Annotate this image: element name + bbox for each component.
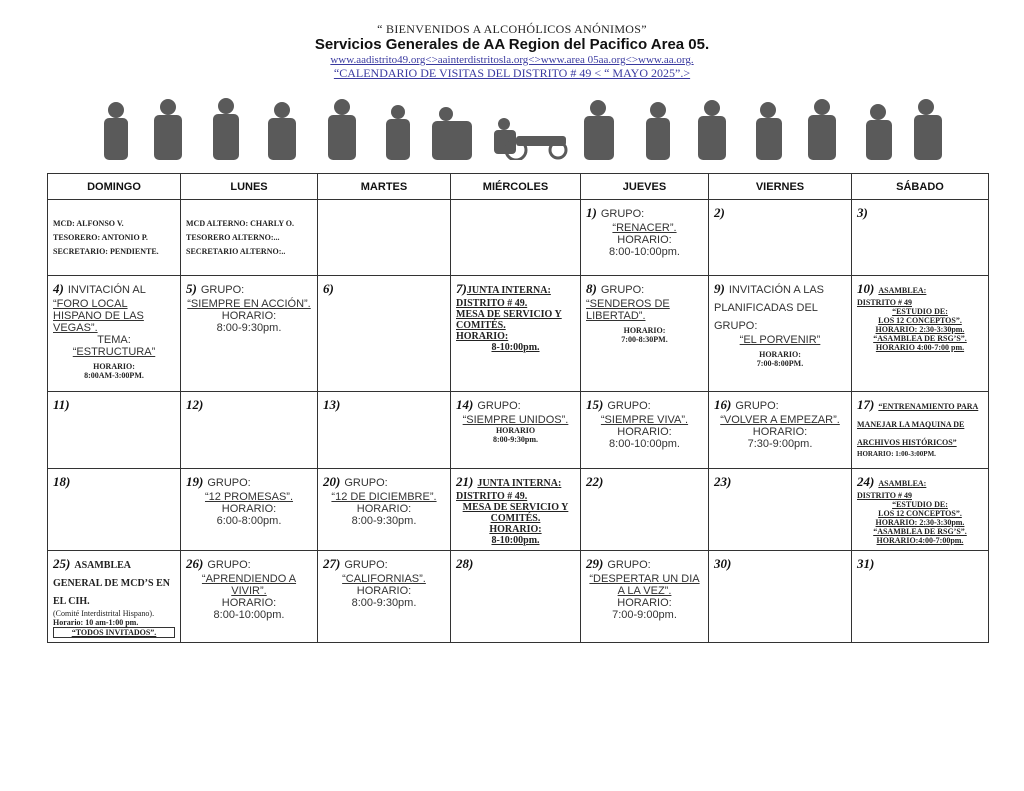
day-cell (181, 276, 318, 392)
officer-line: TESORERO ALTERNO:... (186, 232, 280, 242)
day-cell (451, 469, 581, 551)
day-number: 26) (186, 556, 204, 571)
schedule-time: 7:00-8:00PM. (756, 359, 804, 368)
day-cell (318, 469, 451, 551)
weekday-header: MARTES (318, 174, 451, 200)
event-title: INVITACIÓN A LAS PLANIFICADAS DEL GRUPO: (714, 284, 825, 332)
district-label: DISTRITO # 49 (857, 491, 912, 500)
day-number: 27) (323, 556, 341, 571)
week-row (48, 276, 989, 392)
day-cell (318, 276, 451, 392)
group-name: “SIEMPRE VIVA”. (600, 414, 689, 426)
schedule-label: HORARIO: (752, 426, 808, 438)
day-cell (581, 200, 709, 276)
empty-day-cell (318, 200, 451, 276)
schedule-label: HORARIO: (623, 326, 666, 335)
study-topic: LOS 12 CONCEPTOS”. (878, 316, 962, 325)
event-title: ASAMBLEA GENERAL DE MCD’S EN EL CIH. (53, 560, 170, 607)
group-label: GRUPO: (600, 284, 645, 296)
day-cell (709, 276, 852, 392)
group-label: GRUPO: (735, 400, 779, 412)
day-number: 31) (857, 556, 875, 571)
day-cell (581, 392, 709, 469)
org-title: Servicios Generales de AA Region del Pacifico Area 05. (314, 36, 710, 53)
schedule-label: HORARIO: (221, 310, 277, 322)
day-number: 3) (857, 205, 868, 220)
weekday-header: JUEVES (581, 174, 709, 200)
day-cell (181, 469, 318, 551)
meeting-title: JUNTA INTERNA: (466, 285, 551, 296)
day-number: 29) (586, 556, 604, 571)
group-name: “12 DE DICIEMBRE”. (331, 491, 437, 503)
day-number: 2) (714, 205, 725, 220)
day-number: 10) (857, 281, 875, 296)
schedule-label: HORARIO: (356, 503, 412, 515)
schedule-time: HORARIO: 2:30-3:30pm. (875, 518, 965, 527)
schedule-time: 8:00-10:00pm. (609, 246, 680, 258)
schedule-label: HORARIO: (617, 426, 672, 438)
group-label: GRUPO: (600, 208, 645, 220)
invitation-note: “TODOS INVITADOS”. (53, 627, 175, 638)
day-number: 21) (456, 474, 474, 489)
district-label: DISTRITO # 49. (456, 491, 528, 502)
group-name: “VOLVER A EMPEZAR”. (720, 414, 840, 426)
day-number: 9) (714, 281, 725, 296)
group-label: GRUPO: (200, 284, 245, 296)
schedule-label: HORARIO: (221, 597, 277, 609)
group-label: GRUPO: (344, 477, 388, 489)
study-label: “ESTUDIO DE: (892, 500, 948, 509)
event-title: “ENTRENAMIENTO PARA MANEJAR LA MAQUINA DE ARCHIVOS HISTÓRICOS” (857, 402, 979, 447)
day-cell (581, 551, 709, 643)
schedule-time: 6:00-8:00pm. (216, 515, 282, 527)
officer-line: TESORERO: ANTONIO P. (53, 232, 148, 242)
day-cell (852, 276, 989, 392)
assembly-name: “ASAMBLEA DE RSG’S”. (873, 334, 967, 343)
day-cell (451, 392, 581, 469)
day-cell (48, 551, 181, 643)
alt-officers-cell (181, 200, 318, 276)
group-label: GRUPO: (207, 477, 251, 489)
event-note: (Comité Interdistrital Hispano). (53, 609, 155, 618)
group-name: “SENDEROS DE LIBERTAD”. (586, 298, 670, 322)
district-label: DISTRITO # 49 (857, 298, 912, 307)
day-cell (48, 469, 181, 551)
officer-line: SECRETARIO: PENDIENTE. (53, 246, 159, 256)
meeting-title: JUNTA INTERNA: (477, 478, 562, 489)
study-topic: LOS 12 CONCEPTOS”. (878, 509, 962, 518)
day-number: 25) (53, 556, 71, 571)
schedule-label: HORARIO (495, 426, 536, 435)
schedule-label: HORARIO: (617, 597, 672, 609)
officer-line: SECRETARIO ALTERNO:.. (186, 246, 286, 256)
weekday-header: MIÉRCOLES (451, 174, 581, 200)
group-label: GRUPO: (607, 559, 651, 571)
schedule-time: 8:00AM-3:00PM. (84, 371, 144, 380)
day-number: 4) (53, 281, 64, 296)
day-number: 18) (53, 474, 71, 489)
officers-cell (48, 200, 181, 276)
assembly-title: ASAMBLEA: (878, 286, 927, 295)
day-cell (709, 551, 852, 643)
weekday-header: VIERNES (709, 174, 852, 200)
schedule-time: 7:00-8:30PM. (621, 335, 668, 344)
group-label: GRUPO: (207, 559, 251, 571)
group-name: “RENACER”. (612, 222, 677, 234)
group-label: GRUPO: (607, 400, 651, 412)
group-name: “DESPERTAR UN DIA A LA VEZ”. (589, 573, 700, 597)
may-2025-calendar (47, 173, 989, 643)
day-number: 6) (323, 281, 334, 296)
website-links[interactable]: www.aadistrito49.org<>aainterdistritosla.org<>www.area 05aa.org<>www.aa.org. (330, 54, 694, 66)
event-name: “FORO LOCAL HISPANO DE LAS VEGAS”. (53, 298, 144, 334)
group-name: “SIEMPRE EN ACCIÓN”. (187, 298, 311, 310)
day-number: 19) (186, 474, 204, 489)
day-cell (318, 551, 451, 643)
district-label: DISTRITO # 49. (456, 298, 528, 309)
day-cell (318, 392, 451, 469)
schedule-time: 7:00-9:00pm. (612, 609, 677, 621)
week-row (48, 200, 989, 276)
theme-name: “ESTRUCTURA” (72, 346, 156, 358)
theme-label: TEMA: (97, 334, 131, 346)
schedule-time: Horario: 10 am-1:00 pm. (53, 618, 139, 627)
assembly-title: ASAMBLEA: (878, 479, 927, 488)
week-row (48, 469, 989, 551)
day-number: 17) (857, 397, 875, 412)
group-name: “SIEMPRE UNIDOS”. (462, 414, 569, 426)
event-title: INVITACIÓN AL (67, 284, 146, 296)
calendar-title: “CALENDARIO DE VISITAS DEL DISTRITO # 49 < “ MAYO 2025”.> (333, 66, 691, 80)
schedule-time: 8:00-10:00pm. (213, 609, 285, 621)
day-cell (581, 469, 709, 551)
empty-day-cell (451, 200, 581, 276)
day-number: 23) (714, 474, 732, 489)
officer-line: MCD ALTERNO: CHARLY O. (186, 218, 295, 228)
day-number: 14) (456, 397, 474, 412)
day-cell (181, 551, 318, 643)
schedule-time: HORARIO: 1:00-3:00PM. (857, 450, 936, 458)
day-cell (709, 469, 852, 551)
schedule-label: HORARIO: (759, 350, 801, 359)
day-number: 20) (323, 474, 341, 489)
day-number: 13) (323, 397, 341, 412)
week-row (48, 392, 989, 469)
schedule-time: 8:00-10:00pm. (609, 438, 680, 450)
day-cell (581, 276, 709, 392)
group-name: “12 PROMESAS”. (204, 491, 294, 503)
day-cell (709, 392, 852, 469)
schedule-label: HORARIO: (617, 234, 672, 246)
weekday-header: DOMINGO (48, 174, 181, 200)
schedule-time: 8-10:00pm. (491, 535, 540, 546)
study-label: “ESTUDIO DE: (892, 307, 948, 316)
weekday-header: LUNES (181, 174, 318, 200)
schedule-label: HORARIO: (456, 331, 509, 342)
day-cell (451, 276, 581, 392)
day-cell (852, 392, 989, 469)
schedule-time: 8:00-9:30pm. (351, 515, 417, 527)
schedule-time: 8:00-9:30pm. (216, 322, 282, 334)
schedule-time: 7:30-9:00pm. (747, 438, 813, 450)
group-label: GRUPO: (344, 559, 388, 571)
silhouette-banner-image (94, 98, 946, 160)
schedule-time: HORARIO: 2:30-3:30pm. (875, 325, 965, 334)
schedule-time: HORARIO:4:00-7:00pm. (876, 536, 964, 545)
week-row (48, 551, 989, 643)
day-number: 24) (857, 474, 875, 489)
assembly-name: “ASAMBLEA DE RSG’S”. (873, 527, 967, 536)
day-number: 5) (186, 281, 197, 296)
group-label: GRUPO: (477, 400, 521, 412)
weekday-header-row (48, 174, 989, 200)
day-number: 30) (714, 556, 732, 571)
day-number: 1) (586, 205, 597, 220)
committee-label: MESA DE SERVICIO Y COMITÉS. (456, 309, 562, 331)
schedule-time: 8:00-9:30pm. (351, 597, 417, 609)
day-cell (852, 469, 989, 551)
day-number: 28) (456, 556, 474, 571)
schedule-label: HORARIO: (356, 585, 412, 597)
group-name: “APRENDIENDO A VIVIR”. (201, 573, 297, 597)
group-name: “CALIFORNIAS”. (342, 573, 426, 585)
day-number: 16) (714, 397, 732, 412)
day-cell (48, 276, 181, 392)
day-cell (852, 551, 989, 643)
schedule-label: HORARIO: (93, 362, 135, 371)
day-number: 7) (456, 281, 467, 296)
schedule-label: HORARIO: (221, 503, 277, 515)
day-cell (852, 200, 989, 276)
group-name: “EL PORVENIR” (739, 334, 821, 346)
schedule-time: 8:00-9:30pm. (492, 435, 539, 444)
day-cell (48, 392, 181, 469)
day-cell (709, 200, 852, 276)
schedule-time: HORARIO 4:00-7:00 pm. (875, 343, 965, 352)
welcome-heading: “ BIENVENIDOS A ALCOHÓLICOS ANÓNIMOS” (377, 22, 647, 36)
day-number: 12) (186, 397, 204, 412)
day-cell (451, 551, 581, 643)
day-number: 15) (586, 397, 604, 412)
day-cell (181, 392, 318, 469)
weekday-header: SÁBADO (852, 174, 989, 200)
schedule-label: HORARIO: (489, 524, 542, 535)
day-number: 8) (586, 281, 597, 296)
day-number: 22) (586, 474, 604, 489)
committee-label: MESA DE SERVICIO Y COMITÉS. (462, 502, 569, 524)
schedule-time: 8-10:00pm. (491, 342, 540, 353)
day-number: 11) (53, 397, 70, 412)
officer-line: MCD: ALFONSO V. (53, 218, 124, 228)
